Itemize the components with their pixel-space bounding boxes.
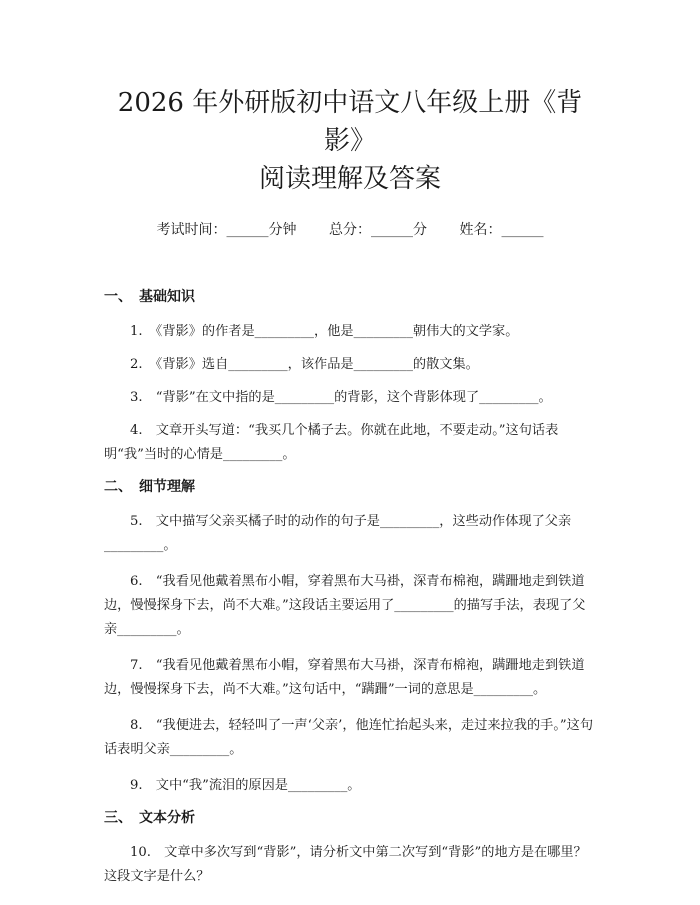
- exam-score: 总分：______分: [329, 222, 427, 238]
- section-heading-detail: 二、 细节理解: [104, 479, 195, 495]
- question-2: 2. 《背影》选自_________，该作品是_________的散文集。: [130, 357, 479, 372]
- question-10: 10. 文章中多次写到“背影”，请分析文中第二次写到“背影”的地方是在哪里？这段文字是什么？: [104, 845, 587, 884]
- question-7: 7. “我看见他戴着黑布小帽，穿着黑布大马褂，深青布棉袍，蹒跚地走到铁道边，慢慢探身下去，尚不大难。”这句话中，“蹒跚”一词的意思是_________。: [104, 658, 585, 697]
- section-heading-analysis: 三、 文本分析: [104, 810, 195, 826]
- question-4: 4. 文章开头写道：“我买几个橘子去。你就在此地，不要走动。”这句话表明“我”当时的心情是_________。: [104, 423, 559, 462]
- title-line-1: 2026 年外研版初中语文八年级上册《背影》: [117, 88, 583, 156]
- question-5: 5. 文中描写父亲买橘子时的动作的句子是_________，这些动作体现了父亲_________。: [104, 514, 572, 553]
- exam-meta: [104, 220, 596, 240]
- question-9: 9. 文中“我”流泪的原因是_________。: [130, 778, 361, 793]
- question-1: 1. 《背影》的作者是_________，他是_________朝伟大的文学家。: [130, 324, 519, 339]
- page-title: [104, 0, 596, 198]
- title-line-2: 阅读理解及答案: [258, 164, 441, 194]
- exam-name: 姓名：______: [459, 222, 544, 238]
- exam-time: 考试时间：______分钟: [156, 222, 297, 238]
- question-3: 3. “背影”在文中指的是_________的背影，这个背影体现了_________。: [130, 390, 552, 405]
- question-6: 6. “我看见他戴着黑布小帽，穿着黑布大马褂，深青布棉袍，蹒跚地走到铁道边，慢慢探身下去，尚不大难。”这段话主要运用了_________的描写手法，表现了父亲_________。: [104, 574, 586, 637]
- section-heading-basic: 一、 基础知识: [104, 289, 195, 305]
- question-8: 8. “我便进去，轻轻叫了一声‘父亲’，他连忙抬起头来，走过来拉我的手。”这句话表明父亲_________。: [104, 718, 594, 757]
